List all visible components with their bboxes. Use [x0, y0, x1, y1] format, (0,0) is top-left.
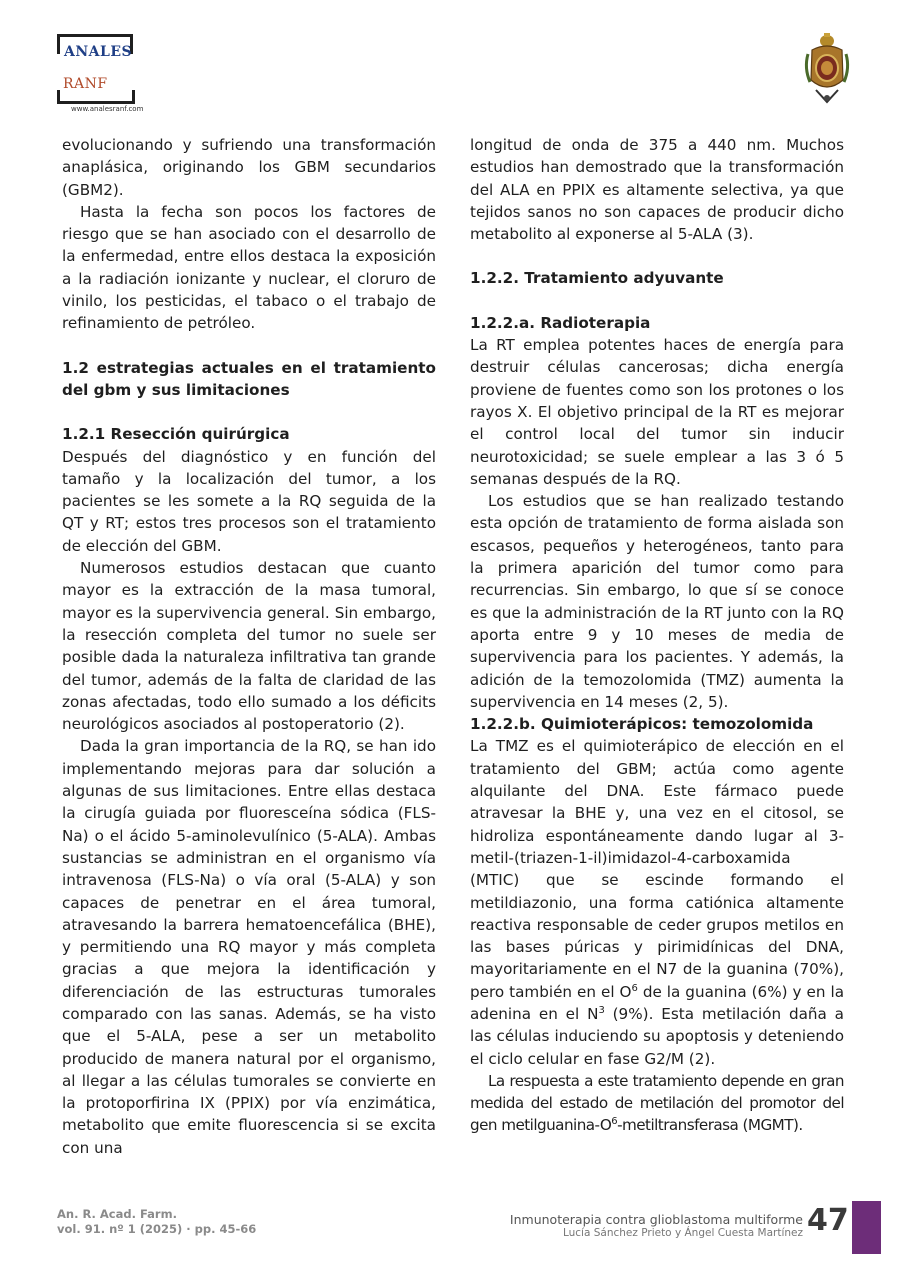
journal-citation: [57, 1207, 256, 1237]
article-title: Inmunoterapia contra glioblastoma multiforme: [509, 1212, 803, 1227]
logo-bracket-bottom: [57, 90, 135, 104]
paragraph: La TMZ es el quimioterápico de elección en el tratamiento del GBM; actúa como agente alquilante del DNA. Este fármaco puede atravesar la BHE y, una vez en el citosol, se hidroliza espontáneamente dando lugar al 3-metil-(triazen-1-il)imidazol-4-carboxamida (MTIC) que se escinde formando el metildiazonio, una forma catiónica altamente reactiva responsable de ceder grupos metilos en las bases púricas y pirimidínicas del DNA, mayoritariamente en el N7 de la guanina (70%), pero también en el $O^6$ de la guanina (6%) y en la adenina en el $N^3$ (9%). Esta metilación daña a las células induciendo su apoptosis y deteniendo el ciclo celular en fase G2/M (2).: [470, 737, 844, 1068]
journal-url: www.analesranf.com: [71, 105, 144, 113]
right-column: [470, 134, 844, 1137]
page-accent-bar: [852, 1201, 881, 1254]
subsection-heading: 1.2.2. Tratamiento adyuvante: [470, 269, 724, 288]
subsection-heading: 1.2.1 Resección quirúrgica: [62, 425, 290, 444]
academy-crest-icon: [802, 32, 852, 104]
paragraph: Hasta la fecha son pocos los factores de riesgo que se han asociado con el desarrollo de la enfermedad, entre ellos destaca la exposición a la radiación ionizante y nuclear, el cloruro de vinilo, los pesticidas, el tabaco o el trabajo de refinamiento de petróleo.: [62, 202, 436, 333]
journal-logo: [57, 34, 177, 114]
paragraph: Numerosos estudios destacan que cuanto mayor es la extracción de la masa tumoral, mayor es la supervivencia general. Sin embargo, la resección completa del tumor no suele ser posible dada la naturaleza infiltrativa tan grande del tumor, además de la falta de claridad de las zonas afectadas, todo ello sumado a los déficits neurológicos asociados al postoperatorio (2).: [62, 559, 436, 734]
page-number: 47: [807, 1203, 849, 1238]
paragraph: La RT emplea potentes haces de energía para destruir células cancerosas; dicha energía proviene de fuentes como son los protones o los rayos X. El objetivo principal de la RT es mejorar el control local del tumor sin inducir neurotoxicidad; se suele emplear a las 3 ó 5 semanas después de la RQ.: [470, 336, 844, 488]
paragraph: Después del diagnóstico y en función del tamaño y la localización del tumor, a los pacientes se les somete a la RQ seguida de la QT y RT; estos tres procesos son el tratamiento de elección del GBM.: [62, 447, 436, 555]
subsubsection-heading: 1.2.2.a. Radioterapia: [470, 313, 651, 332]
paragraph: evolucionando y sufriendo una transformación anaplásica, originando los GBM secundarios (GBM2).: [62, 136, 436, 199]
subsubsection-heading: 1.2.2.b. Quimioterápicos: temozolomida: [470, 715, 814, 734]
logo-ranf-text: RANF: [63, 76, 108, 92]
journal-name: An. R. Acad. Farm.: [57, 1207, 177, 1221]
journal-volume: vol. 91. nº 1 (2025) · pp. 45-66: [57, 1222, 257, 1236]
left-column: [62, 134, 436, 1159]
paragraph: longitud de onda de 375 a 440 nm. Muchos estudios han demostrado que la transformación del ALA en PPIX es altamente selectiva, ya que tejidos sanos no son capaces de producir dicho metabolito al exponerse al 5-ALA (3).: [470, 136, 844, 244]
article-authors: Lucía Sánchez Prieto y Ángel Cuesta Martínez: [562, 1227, 803, 1239]
paragraph: Los estudios que se han realizado testando esta opción de tratamiento de forma aislada son escasos, pequeños y heterogéneos, tanto para la primera aparición del tumor como para recurrencias. Sin embargo, lo que sí se conoce es que la administración de la RT junto con la RQ aporta entre 9 y 10 meses de media de supervivencia para los pacientes. Y además, la adición de la temozolomida (TMZ) aumenta la supervivencia en 14 meses (2, 5).: [470, 492, 844, 711]
paragraph: La respuesta a este tratamiento depende en gran medida del estado de metilación del promotor del gen metilguanina-$O^6$-metiltransferasa (MGMT).: [470, 1071, 844, 1135]
paragraph: Dada la gran importancia de la RQ, se han ido implementando mejoras para dar solución a algunas de sus limitaciones. Entre ellas destaca la cirugía guiada por fluoresceína sódica (FLS-Na) o el ácido 5-aminolevulínico (5-ALA). Ambas sustancias se administran en el organismo vía intravenosa (FLS-Na) o vía oral (5-ALA) y son capaces de penetrar en el área tumoral, atravesando la barrera hematoencefálica (BHE), y permitiendo una RQ mayor y más completa gracias a que mejora la identificación y diferenciación de las estructuras tumorales comparado con las sanas. Además, se ha visto que el 5-ALA, pese a ser un metabolito producido de manera natural por el organismo, al llegar a las células tumorales se convierte en la protoporfirina IX (PPIX) por vía enzimática, metabolito que emite fluorescencia si se excita con una: [62, 737, 436, 1157]
logo-anales-text: ANALES: [64, 44, 133, 60]
section-heading: 1.2 estrategias actuales en el tratamiento del gbm y sus limitaciones: [62, 358, 436, 399]
running-footer: [510, 1212, 803, 1240]
